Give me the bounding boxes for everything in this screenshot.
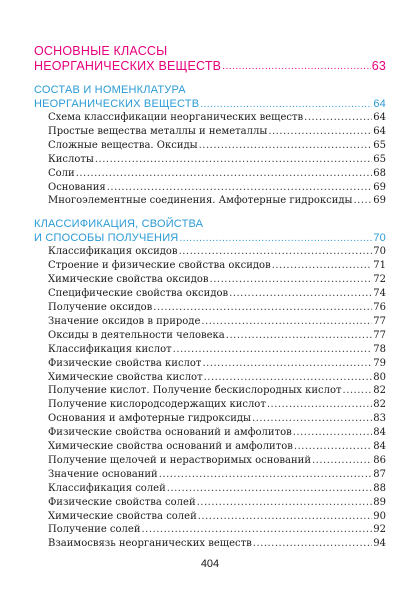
- section-heading-line1: СОСТАВ И НОМЕНКЛАТУРА: [34, 84, 186, 96]
- dot-leader: [354, 194, 373, 208]
- dot-leader: [200, 98, 372, 112]
- toc-entry-title: Простые вещества металлы и неметаллы: [48, 125, 268, 137]
- section-heading-line1: КЛАССИФИКАЦИЯ, СВОЙСТВА: [34, 218, 204, 231]
- toc-entry[interactable]: [48, 259, 386, 273]
- toc-entry-page: 94: [373, 538, 386, 550]
- toc-entry-title: Физические свойства оснований и амфолитов: [48, 427, 292, 439]
- toc-entry-title: Специфические свойства оксидов: [48, 288, 229, 300]
- toc-entry-page: 84: [373, 427, 386, 439]
- toc-entry[interactable]: [48, 125, 386, 139]
- toc-list-classification: [48, 245, 386, 551]
- toc-entry[interactable]: [48, 468, 386, 482]
- toc-entry[interactable]: [48, 139, 386, 153]
- toc-entry-title: Классификация кислот: [48, 343, 172, 355]
- dot-leader: [179, 232, 372, 246]
- toc-entry-title: Многоэлементные соединения. Амфотерные гидроксиды: [48, 195, 353, 207]
- toc-entry[interactable]: [48, 412, 386, 426]
- toc-entry-title: Получение кислот. Получение бескислородных кислот: [48, 385, 342, 397]
- toc-entry[interactable]: [48, 343, 386, 357]
- toc-entry[interactable]: [48, 194, 386, 208]
- toc-entry[interactable]: [48, 440, 386, 454]
- toc-entry-page: 89: [373, 496, 386, 508]
- toc-entry[interactable]: [48, 181, 386, 195]
- section-heading-composition: [34, 84, 386, 111]
- toc-entry-page: 77: [373, 315, 386, 327]
- dot-leader: [253, 537, 372, 551]
- main-title-page: 63: [371, 59, 386, 73]
- dot-leader: [197, 496, 373, 510]
- toc-entry-title: Химические свойства оснований и амфолитов: [48, 441, 293, 453]
- toc-entry-title: Получение оксидов: [48, 301, 153, 313]
- toc-entry-title: Физические свойства кислот: [48, 357, 202, 369]
- toc-entry-title: Значение оснований: [48, 468, 158, 480]
- toc-entry-title: Сложные вещества. Оксиды: [48, 139, 198, 151]
- toc-entry[interactable]: [48, 482, 386, 496]
- toc-entry[interactable]: [48, 315, 386, 329]
- dot-leader: [173, 343, 373, 357]
- toc-entry[interactable]: [48, 454, 386, 468]
- toc-entry[interactable]: [48, 111, 386, 125]
- toc-entry[interactable]: [48, 245, 386, 259]
- toc-entry-page: 64: [373, 112, 386, 123]
- dot-leader: [294, 440, 372, 454]
- dot-leader: [267, 398, 372, 412]
- toc-entry-title: Соли: [48, 167, 75, 179]
- toc-entry-page: 78: [373, 343, 386, 355]
- toc-entry[interactable]: [48, 496, 386, 510]
- dot-leader: [204, 371, 373, 385]
- toc-entry[interactable]: [48, 357, 386, 371]
- toc-entry[interactable]: [48, 153, 386, 167]
- toc-entry-page: 84: [373, 441, 386, 453]
- toc-entry-title: Получение кислородсодержащих кислот: [48, 399, 266, 411]
- toc-entry-page: 65: [373, 153, 386, 165]
- toc-entry-title: Значение оксидов в природе: [48, 315, 201, 327]
- dot-leader: [252, 412, 372, 426]
- dot-leader: [272, 259, 373, 273]
- main-title-row: [34, 59, 386, 74]
- toc-entry-page: 87: [373, 468, 386, 480]
- toc-entry-page: 65: [373, 139, 386, 151]
- dot-leader: [268, 125, 372, 139]
- toc-list-composition: [48, 111, 386, 208]
- toc-entry-page: 80: [373, 371, 386, 383]
- toc-entry[interactable]: [48, 301, 386, 315]
- toc-entry-title: Химические свойства кислот: [48, 371, 203, 383]
- dot-leader: [202, 357, 372, 371]
- section-heading-row: [34, 232, 386, 246]
- toc-entry-page: 79: [373, 357, 386, 369]
- toc-entry-page: 71: [373, 260, 386, 272]
- toc-entry-title: Оксиды в деятельности человека: [48, 329, 225, 341]
- toc-entry-title: Основания: [48, 181, 106, 193]
- dot-leader: [210, 273, 373, 287]
- toc-entry-title: Строение и физические свойства оксидов: [48, 260, 271, 272]
- toc-entry[interactable]: [48, 371, 386, 385]
- toc-page: [34, 44, 386, 551]
- toc-entry[interactable]: [48, 510, 386, 524]
- dot-leader: [153, 301, 372, 315]
- dot-leader: [201, 315, 372, 329]
- toc-entry-title: Химические свойства солей: [48, 510, 197, 522]
- toc-entry-title: Взаимосвязь неорганических веществ: [48, 538, 252, 550]
- section-heading-page: 64: [373, 97, 386, 110]
- toc-entry-page: 68: [373, 167, 386, 179]
- section-heading-line2: НЕОРГАНИЧЕСКИХ ВЕЩЕСТВ: [34, 97, 200, 110]
- toc-entry[interactable]: [48, 426, 386, 440]
- toc-entry-page: 83: [373, 413, 386, 425]
- toc-entry[interactable]: [48, 273, 386, 287]
- toc-entry-page: 69: [373, 195, 386, 207]
- toc-entry-page: 82: [373, 399, 386, 411]
- toc-entry-title: Кислоты: [48, 153, 94, 165]
- toc-entry-page: 92: [373, 524, 386, 536]
- dot-leader: [312, 454, 372, 468]
- page-number: 404: [200, 558, 220, 570]
- toc-entry-title: Химические свойства оксидов: [48, 274, 209, 286]
- dot-leader: [222, 59, 370, 74]
- toc-entry-page: 82: [373, 385, 386, 397]
- toc-entry-title: Схема классификации неорганических веществ: [48, 112, 304, 123]
- dot-leader: [343, 384, 373, 398]
- toc-entry-title: Физические свойства солей: [48, 496, 196, 508]
- toc-entry[interactable]: [48, 523, 386, 537]
- dot-leader: [229, 287, 372, 301]
- dot-leader: [107, 181, 373, 195]
- dot-leader: [226, 329, 372, 343]
- toc-entry-page: 64: [373, 125, 386, 137]
- toc-entry-page: 69: [373, 181, 386, 193]
- toc-entry-title: Классификация солей: [48, 482, 166, 494]
- dot-leader: [142, 523, 373, 537]
- toc-entry[interactable]: [48, 537, 386, 551]
- main-title-line1: ОСНОВНЫЕ КЛАССЫ: [34, 44, 168, 58]
- toc-entry-title: Классификация оксидов: [48, 246, 178, 258]
- toc-entry-page: 74: [373, 288, 386, 300]
- toc-entry-page: 76: [373, 301, 386, 313]
- dot-leader: [293, 426, 373, 440]
- section-heading-line2: И СПОСОБЫ ПОЛУЧЕНИЯ: [34, 231, 179, 244]
- main-title: [34, 44, 386, 74]
- toc-entry-page: 90: [373, 510, 386, 522]
- toc-entry-title: Получение солей: [48, 524, 141, 536]
- toc-entry[interactable]: [48, 287, 386, 301]
- toc-entry-page: 77: [373, 329, 386, 341]
- toc-entry[interactable]: [48, 329, 386, 343]
- toc-entry-page: 86: [373, 454, 386, 466]
- toc-entry-page: 72: [373, 274, 386, 286]
- dot-leader: [167, 482, 373, 496]
- dot-leader: [159, 468, 373, 482]
- dot-leader: [304, 111, 372, 125]
- main-title-line2: НЕОРГАНИЧЕСКИХ ВЕЩЕСТВ: [34, 59, 222, 73]
- dot-leader: [198, 510, 373, 524]
- dot-leader: [95, 153, 372, 167]
- toc-entry[interactable]: [48, 167, 386, 181]
- section-heading-row: [34, 98, 386, 112]
- dot-leader: [179, 245, 373, 259]
- toc-entry[interactable]: [48, 384, 386, 398]
- section-heading-classification: [34, 218, 386, 245]
- section-heading-page: 70: [373, 231, 386, 244]
- toc-entry-page: 88: [373, 482, 386, 494]
- toc-entry-title: Получение щелочей и нерастворимых оснований: [48, 454, 311, 466]
- toc-entry[interactable]: [48, 398, 386, 412]
- toc-entry-title: Основания и амфотерные гидроксиды: [48, 413, 252, 425]
- dot-leader: [199, 139, 373, 153]
- toc-entry-page: 70: [373, 246, 386, 258]
- dot-leader: [76, 167, 373, 181]
